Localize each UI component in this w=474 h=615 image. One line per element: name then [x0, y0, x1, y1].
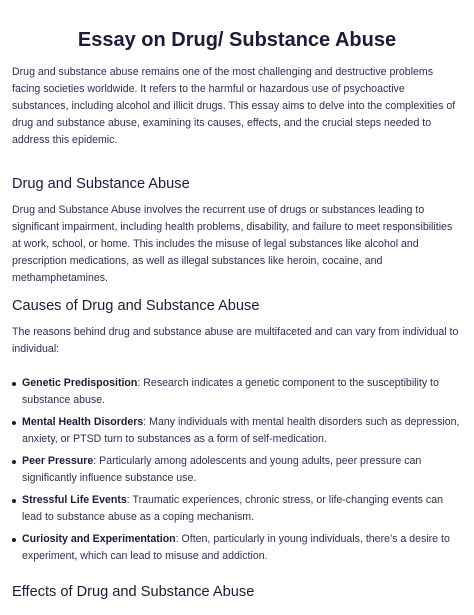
list-item — [12, 375, 460, 409]
page-title: Essay on Drug/ Substance Abuse — [77, 29, 397, 51]
list-item-text: : Particularly among adolescents and young adults, peer pressure can significantly influence substance use. — [22, 455, 422, 484]
section-heading-drug-substance-abuse: Drug and Substance Abuse — [12, 176, 190, 192]
list-item — [12, 414, 460, 448]
bullet-icon — [12, 538, 16, 542]
list-item-term: Stressful Life Events — [22, 494, 127, 506]
list-item — [12, 453, 460, 487]
list-item — [12, 492, 460, 526]
section-body-causes: The reasons behind drug and substance abuse are multifaceted and can vary from individual to individual: — [12, 326, 459, 355]
causes-list — [12, 375, 460, 570]
list-item-text: : Traumatic experiences, chronic stress, or life-changing events can lead to substance abuse as a coping mechanism. — [22, 494, 443, 523]
list-item-text: : Research indicates a genetic component to the susceptibility to substance abuse. — [22, 377, 439, 406]
list-item-term: Peer Pressure — [22, 455, 94, 467]
section-heading-causes: Causes of Drug and Substance Abuse — [12, 298, 260, 314]
section-heading-effects: Effects of Drug and Substance Abuse — [12, 584, 255, 600]
list-item-term: Genetic Predisposition — [22, 377, 138, 389]
list-item-term: Curiosity and Experimentation — [22, 533, 176, 545]
list-item-text: : Many individuals with mental health disorders such as depression, anxiety, or PTSD turn to substances as a form of self-medication. — [22, 416, 460, 445]
bullet-icon — [12, 499, 16, 503]
list-item — [12, 531, 460, 565]
bullet-icon — [12, 460, 16, 464]
list-item-term: Mental Health Disorders — [22, 416, 144, 428]
intro-paragraph: Drug and substance abuse remains one of the most challenging and destructive problems facing societies worldwide. It refers to the harmful or hazardous use of psychoactive substances, including alcohol and illicit drugs. This essay aims to delve into the complexities of drug and substance abuse, examining its causes, effects, and the crucial steps needed to address this epidemic. — [12, 66, 456, 146]
list-item-text: : Often, particularly in young individuals, there’s a desire to experiment, which can lead to misuse and addiction. — [22, 533, 450, 562]
bullet-icon — [12, 421, 16, 425]
bullet-icon — [12, 382, 16, 386]
section-body-drug-substance-abuse: Drug and Substance Abuse involves the recurrent use of drugs or substances leading to significant impairment, including health problems, disability, and failure to meet responsibilities at work, school, or home. This includes the misuse of legal substances like alcohol and prescription medications, as well as illegal substances like heroin, cocaine, and methamphetamines. — [12, 204, 453, 284]
